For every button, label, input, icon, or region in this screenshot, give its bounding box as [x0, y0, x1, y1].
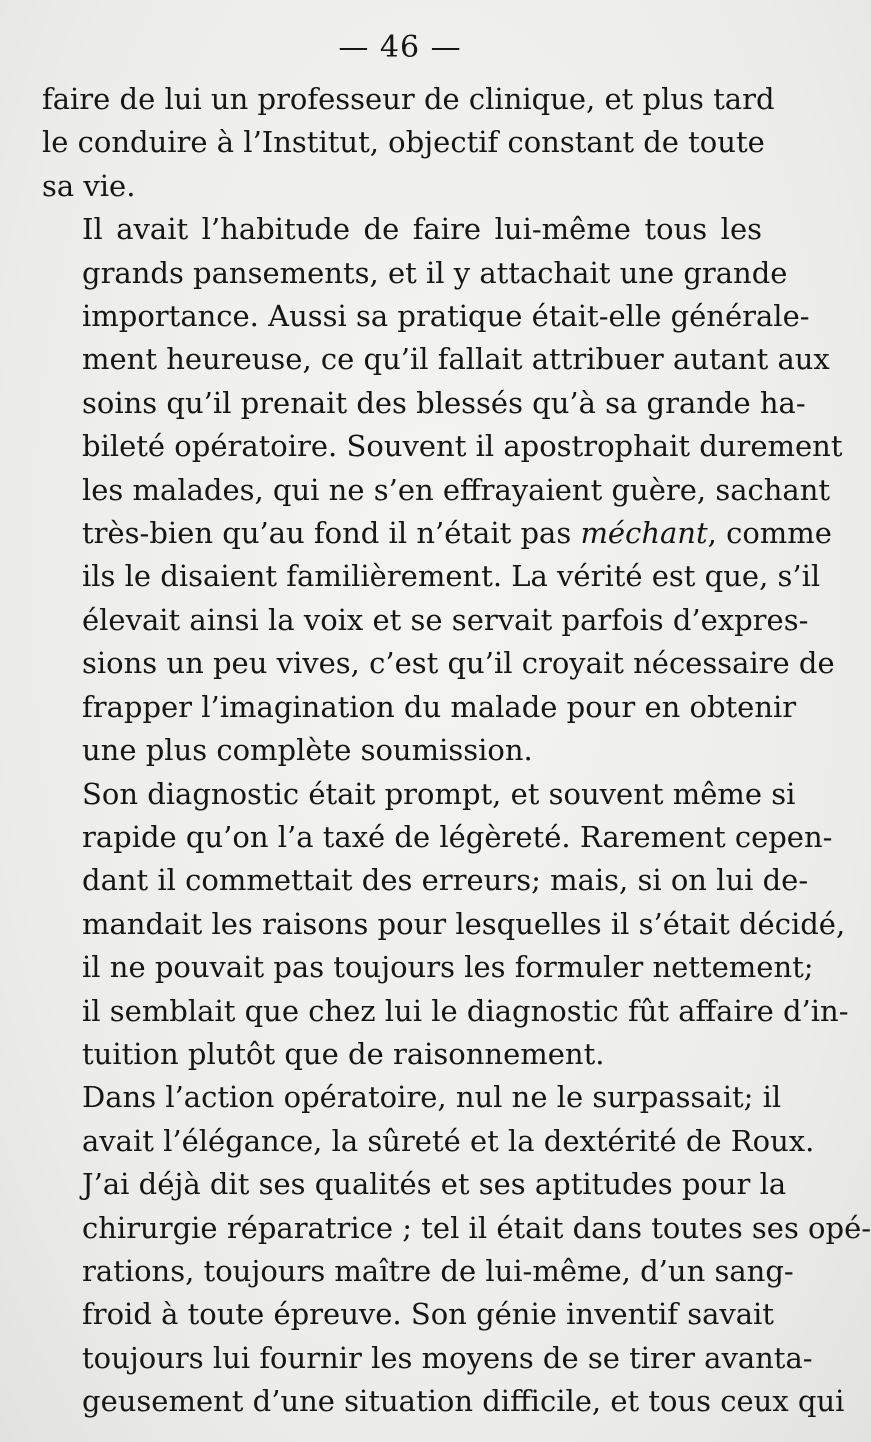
- text-line: froid à toute épreuve. Son génie inventif savait: [82, 1297, 774, 1332]
- paragraph-3: [42, 773, 849, 1077]
- text-line: élevait ainsi la voix et se servait parfois d’expres-: [82, 602, 809, 637]
- text-line: il semblait que chez lui le diagnostic fût affaire d’in-: [82, 993, 849, 1028]
- page-number: — 46 —: [338, 30, 462, 65]
- text-line: frapper l’imagination du malade pour en obtenir: [82, 689, 797, 724]
- body-text: [42, 78, 871, 1424]
- text-line: J’ai déjà dit ses qualités et ses aptitudes pour la: [82, 1167, 787, 1202]
- text-line: une plus complète soumission.: [82, 733, 533, 768]
- text-line: geusement d’une situation difficile, et tous ceux qui: [82, 1384, 845, 1419]
- text-line: bileté opératoire. Souvent il apostrophait durement: [82, 429, 843, 464]
- text-line: tuition plutôt que de raisonnement.: [82, 1036, 605, 1071]
- text-line: avait l’élégance, la sûreté et la dextérité de Roux.: [82, 1123, 815, 1158]
- text-line: très-bien qu’au fond il n’était pas méchant, comme: [82, 516, 832, 551]
- text-line: importance. Aussi sa pratique était-elle générale-: [82, 299, 810, 334]
- text-line: grands pansements, et il y attachait une grande: [82, 255, 788, 290]
- text-line: soins qu’il prenait des blessés qu’à sa grande ha-: [82, 385, 806, 420]
- text-line: le conduire à l’Institut, objectif constant de toute: [42, 125, 765, 160]
- text-line: sa vie.: [42, 168, 136, 203]
- text-line: ment heureuse, ce qu’il fallait attribuer autant aux: [82, 342, 830, 377]
- paragraph-4: [42, 1076, 871, 1423]
- text-line: chirurgie réparatrice ; tel il était dans toutes ses opé-: [82, 1210, 871, 1245]
- text-line: rations, toujours maître de lui-même, d’un sang-: [82, 1253, 794, 1288]
- text-line: Il avait l’habitude de faire lui-même tous les: [82, 212, 762, 247]
- text-line: sions un peu vives, c’est qu’il croyait nécessaire de: [82, 646, 835, 681]
- text-line: rapide qu’on l’a taxé de légèreté. Rarement cepen-: [82, 819, 833, 854]
- text-line: ils le disaient familièrement. La vérité est que, s’il: [82, 559, 821, 594]
- text-line: Son diagnostic était prompt, et souvent même si: [82, 776, 796, 811]
- paragraph-1: [42, 78, 775, 208]
- text-line: Dans l’action opératoire, nul ne le surpassait; il: [82, 1080, 782, 1115]
- text-line: toujours lui fournir les moyens de se tirer avanta-: [82, 1340, 813, 1375]
- text-line: les malades, qui ne s’en effrayaient guère, sachant: [82, 472, 831, 507]
- text-line: faire de lui un professeur de clinique, et plus tard: [42, 82, 775, 116]
- text-line: mandait les raisons pour lesquelles il s’était décidé,: [82, 906, 846, 941]
- text-line: il ne pouvait pas toujours les formuler nettement;: [82, 950, 814, 985]
- text-line: dant il commettait des erreurs; mais, si on lui de-: [82, 863, 809, 898]
- paragraph-2: [42, 208, 843, 772]
- italic-word: méchant: [580, 516, 708, 551]
